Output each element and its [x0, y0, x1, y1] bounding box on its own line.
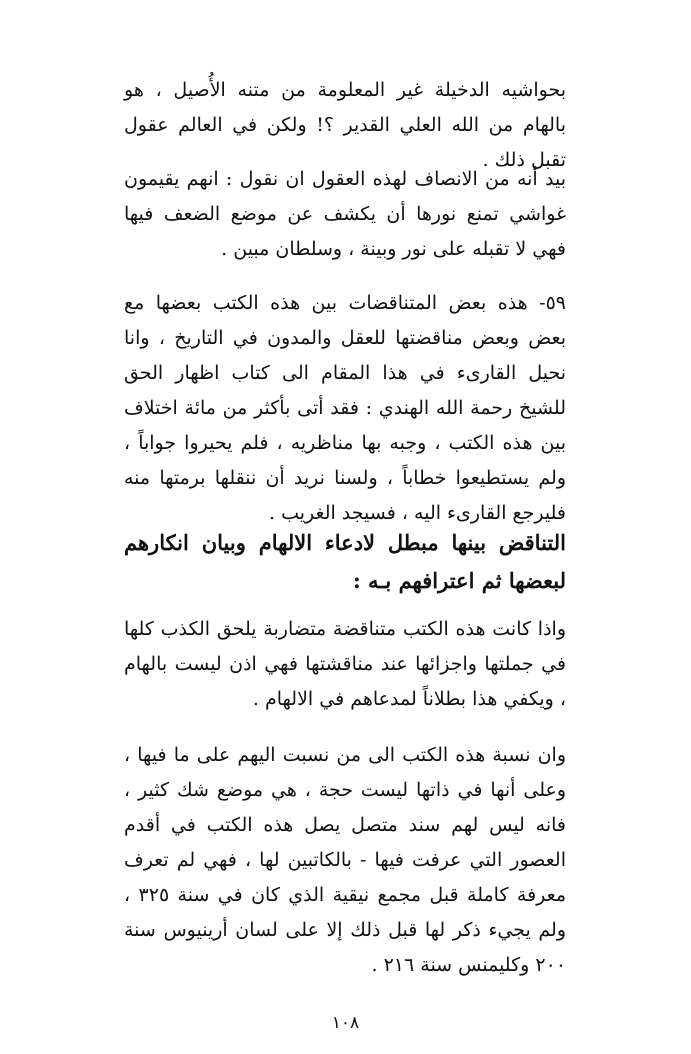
- paragraph-5-text: وان نسبة هذه الكتب الى من نسبت اليهم على ما فيها ، وعلى أنها في ذاتها ليست حجة ، هي موضع شك كثير ، فانه ليس لهم سند متصل يصل هذه الكتب في أقدم العصور التي عرفت فيها - بالكاتبين لها ، فهي لم تعرف معرفة كاملة قبل مجمع نيقية الذي كان في سنة ٣٢٥ ، ولم يجيء ذكر لها قبل ذلك إلا على لسان أرينيوس سنة ٢٠٠ وكليمنس سنة ٢١٦ .: [124, 744, 567, 976]
- paragraph-2-text: بيد أنه من الانصاف لهذه العقول ان نقول : انهم يقيمون غواشي تمنع نورها أن يكشف عن موضع الضعف فيها فهي لا تقبله على نور وبينة ، وسلطان مبين .: [124, 168, 566, 260]
- section-heading: [124, 524, 566, 600]
- paragraph-3-text: ٥٩- هذه بعض المتناقضات بين هذه الكتب بعضها مع بعض وبعض مناقضتها للعقل والمدون في التاريخ ، وانا نحيل القارىء في هذا المقام الى كتاب اظهار الحق للشيخ رحمة الله الهندي : فقد أتى بأكثر من مائة اختلاف بين هذه الكتب ، وجبه بها مناظريه ، فلم يحيروا جواباً ، ولم يستطيعوا خطاباً ، ولسنا نريد أن ننقلها برمتها منه فليرجع القارىء اليه ، فسيجد الغريب .: [124, 292, 566, 524]
- paragraph-4: [124, 612, 566, 717]
- paragraph-5: [124, 738, 566, 983]
- paragraph-4-text: واذا كانت هذه الكتب متناقضة متضاربة يلحق الكذب كلها في جملتها واجزائها عند مناقشتها فهي اذن ليست بالهام ، ويكفي هذا بطلاناً لمدعاهم في الالهام .: [124, 618, 566, 710]
- paragraph-2: [124, 162, 566, 267]
- paragraph-1-text: بحواشيه الدخيلة غير المعلومة من متنه الأُصيل ، هو بالهام من الله العلي القدير ؟! ولكن في العالم عقول تقبل ذلك .: [124, 79, 566, 171]
- page-number: ١٠٨: [331, 1013, 360, 1033]
- section-heading-text: التناقض بينها مبطل لادعاء الالهام وبيان انكارهم لبعضها ثم اعترافهم بـه :: [124, 530, 566, 593]
- paragraph-3: [124, 286, 566, 531]
